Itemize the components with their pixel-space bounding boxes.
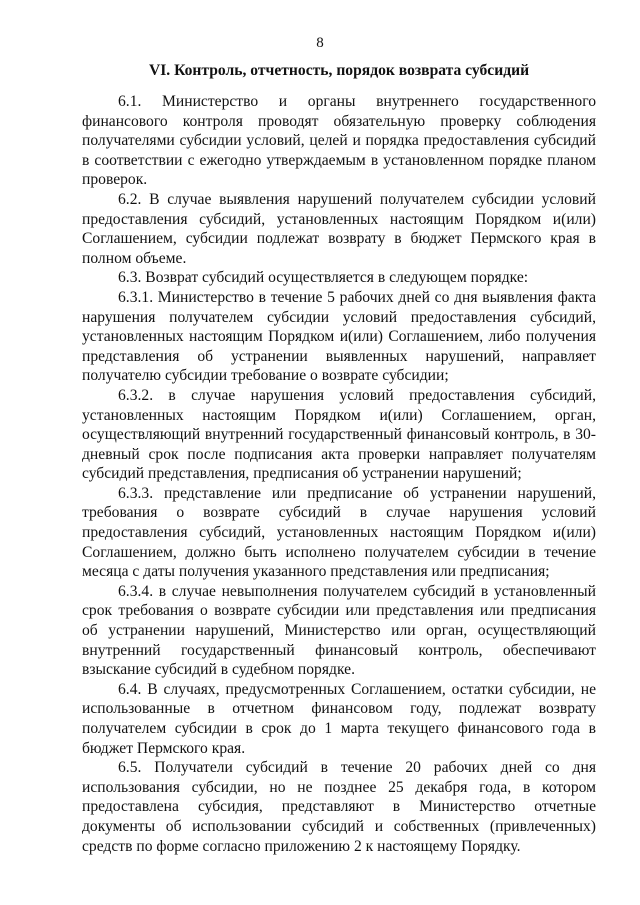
paragraph-6-3-3: 6.3.3. представление или предписание об устранении нарушений, требования о возврате субсидий в случае нарушения условий предоставления субсидий, установленных настоящим Порядком и(или) Соглашением, должно быть исполнено получателем субсидии в течение месяца с даты получения указанного представления или предписания; [82,484,596,581]
paragraph-6-5: 6.5. Получатели субсидий в течение 20 рабочих дней со дня использования субсидии, но не позднее 25 декабря года, в котором предоставлена субсидия, представляют в Министерство отчетные документы об использовании субсидий и собственных (привлеченных) средств по форме согласно приложению 2 к настоящему Порядку. [82,759,596,855]
paragraph-6-3: 6.3. Возврат субсидий осуществляется в следующем порядке: [118,269,529,287]
paragraph-6-3-2: 6.3.2. в случае нарушения условий предоставления субсидий, установленных настоящим Порядком и(или) Соглашением, орган, осуществляющий внутренний государственный финансовый контроль, в 30-дневный срок после подписания акта проверки направляет получателям субсидий представления, предписания об устранении нарушений; [82,386,596,483]
document-body [82,92,596,856]
paragraph-6-3-1: 6.3.1. Министерство в течение 5 рабочих дней со дня выявления факта нарушения получателем субсидии условий предоставления субсидий, установленных настоящим Порядком и(или) Соглашением, либо получения представления об устранении выявленных нарушений, направляет получателю субсидии требование о возврате субсидии; [82,288,596,385]
paragraph-6-2: 6.2. В случае выявления нарушений получателем субсидии условий предоставления субсидий, установленных настоящим Порядком и(или) Соглашением, субсидии подлежат возврату в бюджет Пермского края в полном объеме. [82,190,596,267]
paragraph-6-3-4: 6.3.4. в случае невыполнения получателем субсидий в установленный срок требования о возврате субсидии или представления или предписания об устранении нарушений, Министерство или орган, осуществляющий внутренний государственный финансовый контроль, обеспечивают взыскание субсидий в судебном порядке. [82,582,596,679]
paragraph-6-1: 6.1. Министерство и органы внутреннего государственного финансового контроля проводят обязательную проверку соблюдения получателями субсидии условий, целей и порядка предоставления субсидий в соответствии с ежегодно утверждаемым в установленном порядке планом проверок. [82,93,596,189]
section-title: VI. Контроль, отчетность, порядок возврата субсидий [148,62,530,79]
paragraph-6-4: 6.4. В случаях, предусмотренных Соглашением, остатки субсидии, не использованные в отчетном финансовом году, подлежат возврату получателем субсидии в срок до 1 марта текущего финансового года в бюджет Пермского края. [82,680,596,757]
page-number: 8 [316,35,324,51]
